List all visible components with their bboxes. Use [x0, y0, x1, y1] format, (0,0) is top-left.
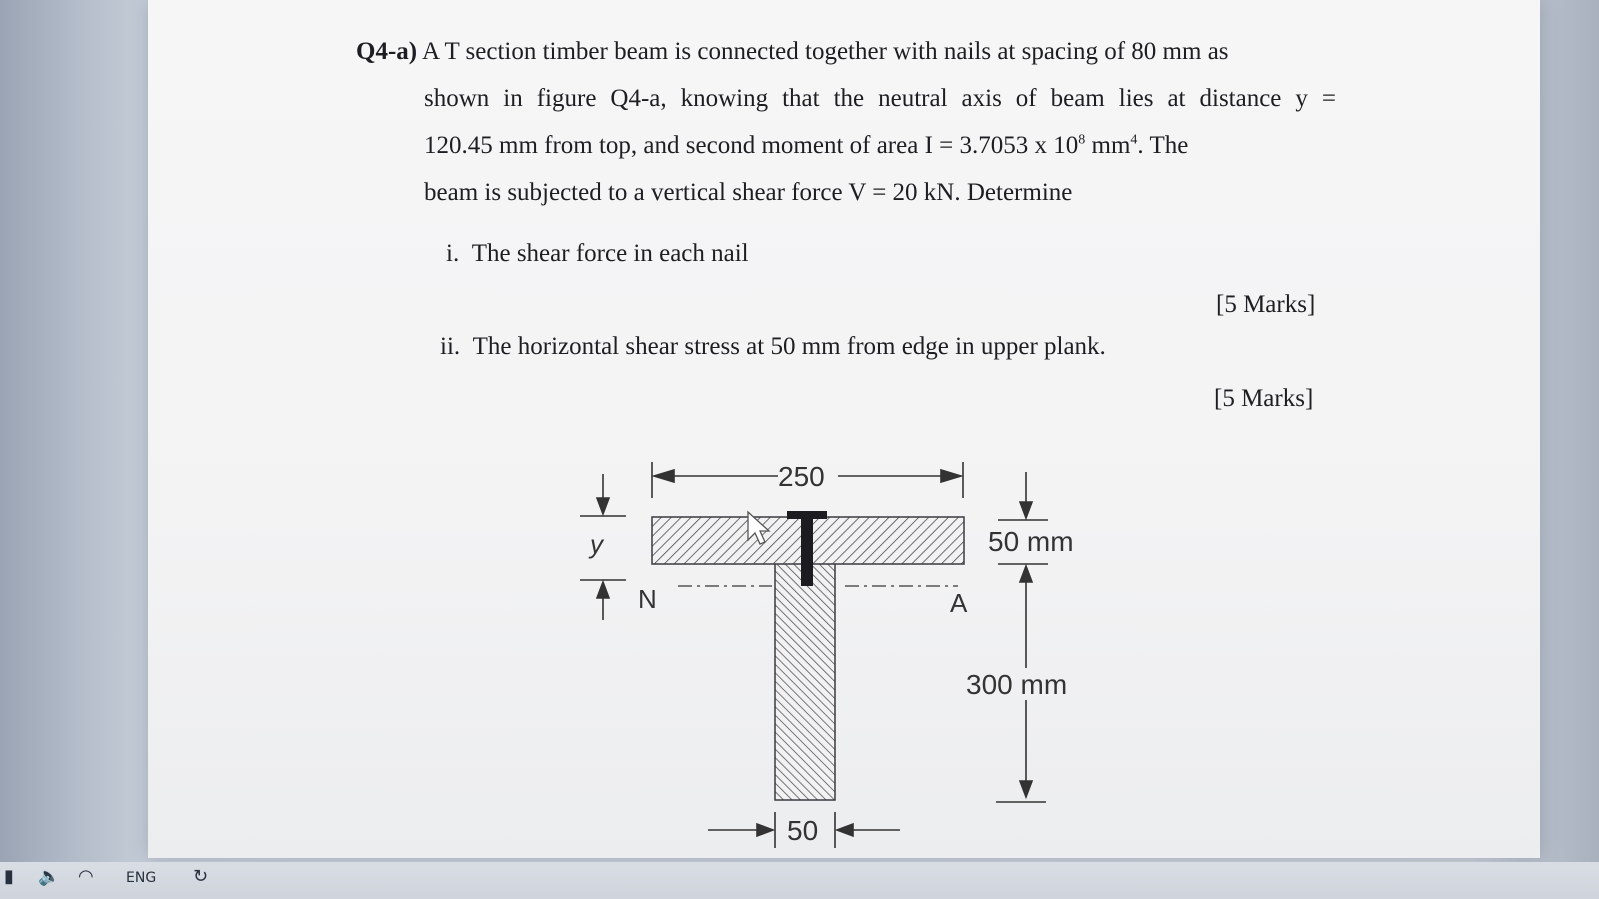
refresh-icon[interactable]: ↻ [193, 866, 209, 887]
web-depth-label: 300 mm [966, 669, 1068, 700]
question-line-3-text: 120.45 mm from top, and second moment of area I = 3.7053 x 10 [424, 132, 1079, 159]
speaker-icon[interactable]: 🔈 [38, 866, 61, 887]
item-ii-number: ii. [440, 333, 461, 360]
question-line-1-text: A T section timber beam is connected together with nails at spacing of 80 mm as [421, 38, 1229, 65]
question-line-3-unit: mm [1085, 132, 1131, 159]
battery-icon[interactable]: ▮ [4, 866, 14, 887]
item-i-marks: [5 Marks] [1216, 291, 1316, 318]
taskbar [0, 862, 1599, 899]
exponent-4: 4 [1130, 132, 1138, 148]
na-label-n: N [638, 584, 657, 614]
item-i-number: i. [446, 240, 460, 267]
web-plank [775, 555, 835, 800]
y-label: y [590, 529, 603, 559]
web-width-label: 50 [787, 815, 819, 846]
question-line-3-end: . The [1137, 132, 1189, 159]
width-250-label: 250 [778, 461, 825, 492]
question-id: Q4-a) [356, 38, 418, 65]
question-line-4-text: beam is subjected to a vertical shear force V = 20 kN. Determine [424, 179, 1073, 206]
exponent-8: 8 [1078, 132, 1086, 148]
flange-depth-label: 50 mm [988, 526, 1074, 557]
y-dimension [580, 474, 626, 620]
language-indicator[interactable]: ENG [126, 870, 157, 886]
item-ii-marks: [5 Marks] [1214, 385, 1314, 412]
na-label-a: A [950, 588, 968, 618]
flange-depth-dimension [998, 472, 1048, 668]
item-i-text: The shear force in each nail [471, 240, 749, 267]
wifi-icon[interactable]: ◠ [78, 866, 94, 887]
question-line-2-text: shown in figure Q4-a, knowing that the neutral axis of beam lies at distance y = [424, 85, 1336, 112]
web-depth-dimension [996, 700, 1046, 802]
item-ii-text: The horizontal shear stress at 50 mm from edge in upper plank. [472, 333, 1106, 360]
